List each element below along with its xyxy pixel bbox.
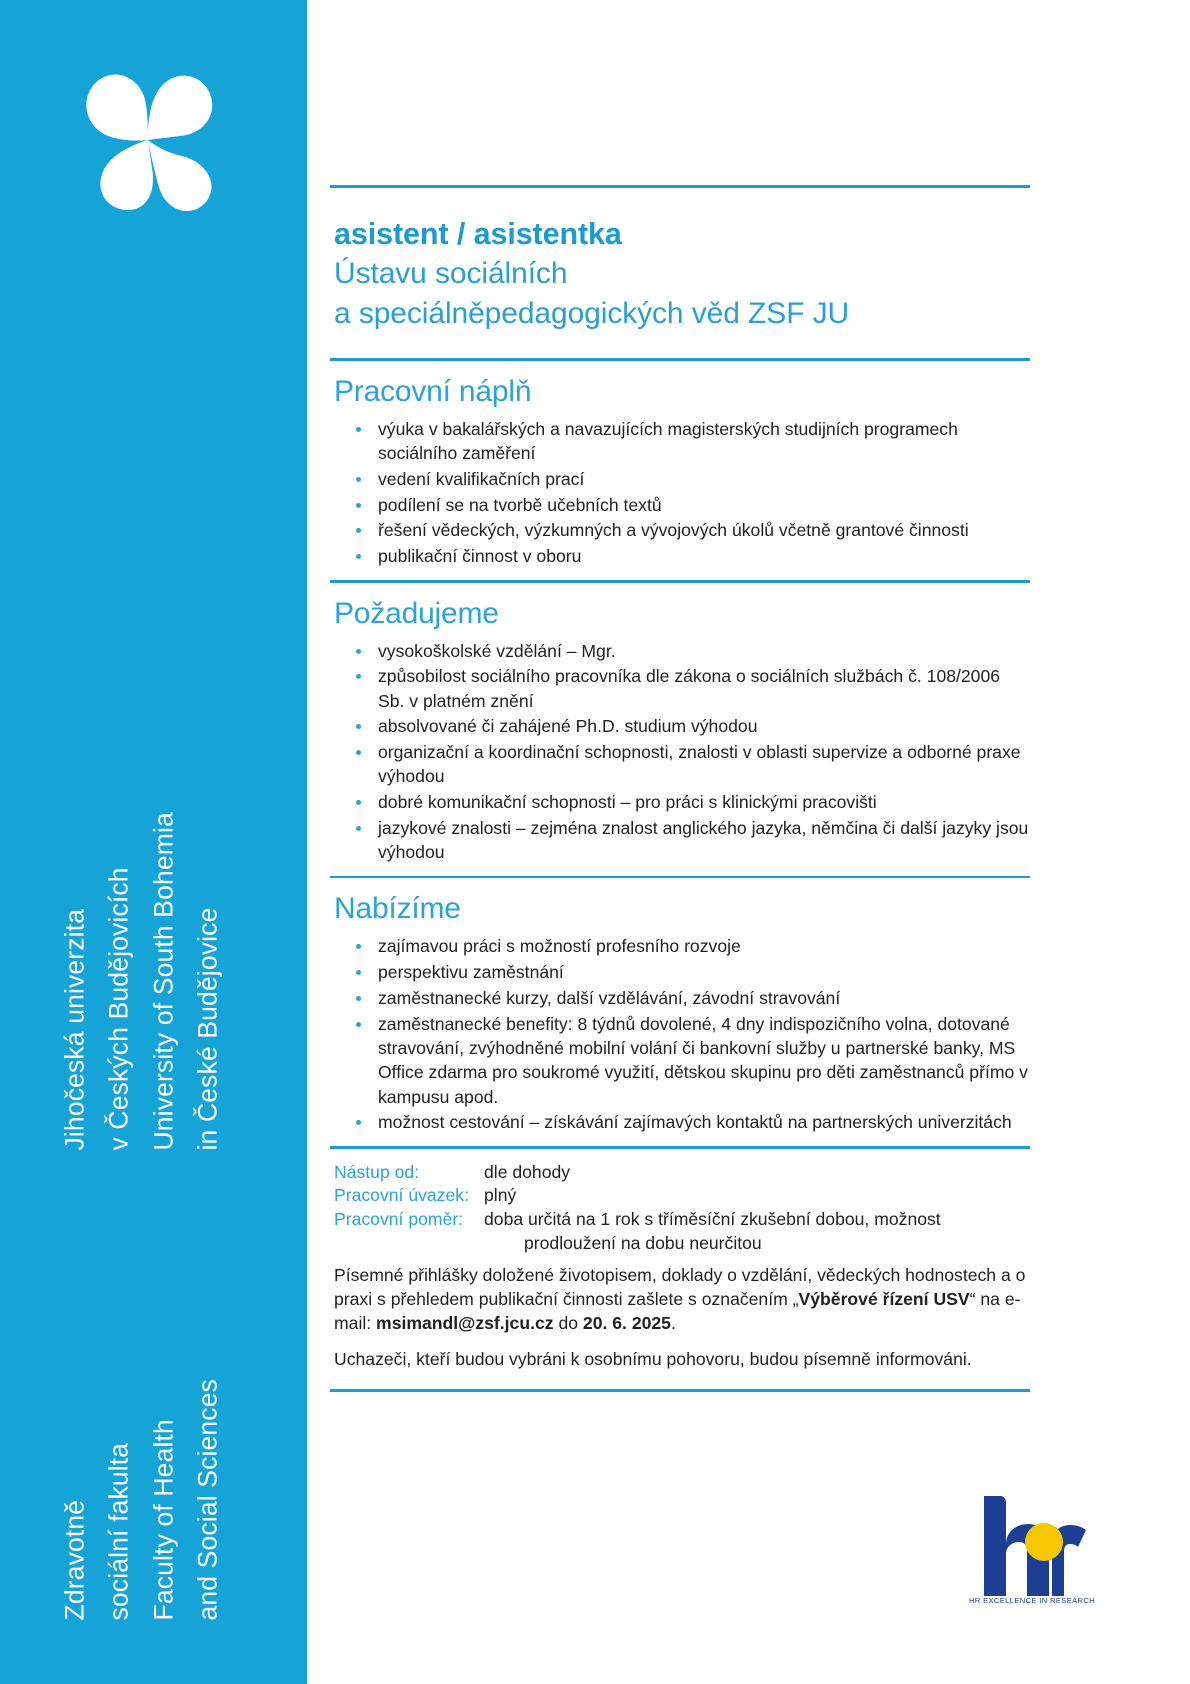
page-title: [330, 188, 1030, 358]
list-item: dobré komunikační schopnosti – pro práci s klinickými pracovišti: [330, 790, 1030, 814]
list-item: perspektivu zaměstnání: [330, 960, 1030, 984]
sidebar-vertical-text: [0, 0, 300, 1684]
application-deadline-intro: do: [553, 1312, 583, 1333]
application-intro-text: Písemné přihlášky doložené životopisem, doklady o vzdělání, vědeckých hodnostech a o praxi s přehledem publikační činnosti zašlete s označením: [334, 1264, 1026, 1309]
sidebar-faculty-line-2: sociální fakulta: [103, 1442, 134, 1620]
sidebar-faculty-line-1: Zdravotně: [59, 1499, 90, 1620]
detail-row-start-date: [334, 1161, 1030, 1185]
list-item: organizační a koordinační schopnosti, znalosti v oblasti supervize a odborné praxe výhodou: [330, 740, 1030, 789]
list-item: jazykové znalosti – zejména znalost anglického jazyka, němčina či další jazyky jsou výhodou: [330, 816, 1030, 865]
list-item: výuka v bakalářských a navazujících magisterských studijních programech sociálního zaměření: [330, 417, 1030, 466]
hr-excellence-caption: HR EXCELLENCE IN RESEARCH: [968, 1596, 1096, 1605]
application-deadline-period: .: [670, 1312, 676, 1333]
sidebar-univ-line-2: v Českých Budějovicích: [103, 866, 134, 1150]
sidebar-faculty-line-4: and Social Sciences: [192, 1378, 223, 1620]
detail-row-contract: [334, 1208, 1030, 1256]
section-heading-offer: Nabízíme: [334, 892, 461, 926]
list-item: zaměstnanecké benefity: 8 týdnů dovolené, 4 dny indispozičního volna, dotované stravování, zvýhodněné mobilní volání či bankovní služby u partnerské banky, MS Office zdarma pro soukromé využití, dětskou skupinu pro děti zaměstnanců přímo v kampusu apod.: [330, 1012, 1030, 1109]
section-heading-job-description: Pracovní náplň: [334, 374, 532, 408]
requirements-list: [330, 639, 1030, 876]
job-institute-line-1: Ústavu sociálních: [334, 257, 568, 291]
detail-value-contract-line1: doba určitá na 1 rok s tříměsíční zkušební dobou, možnost: [484, 1209, 941, 1230]
employment-details: [330, 1149, 1030, 1258]
detail-label-workload: Pracovní úvazek:: [334, 1185, 469, 1206]
list-item: způsobilost sociálního pracovníka dle zákona o sociálních službách č. 108/2006 Sb. v platném znění: [330, 664, 1030, 713]
divider-bottom-wrap: [330, 1372, 1030, 1392]
application-subject-quote-open: „: [792, 1288, 799, 1309]
job-institute-line-2: a speciálněpedagogických věd ZSF JU: [334, 297, 850, 331]
list-item: zajímavou práci s možností profesního rozvoje: [330, 934, 1030, 958]
list-item: podílení se na tvorbě učebních textů: [330, 493, 1030, 517]
list-item: vysokoškolské vzdělání – Mgr.: [330, 639, 1030, 663]
detail-value-workload: plný: [484, 1185, 517, 1206]
offer-list: [330, 934, 1030, 1146]
job-position-title: asistent / asistentka: [334, 217, 622, 252]
detail-value-contract-line2: prodloužení na dobu neurčitou: [524, 1232, 762, 1253]
detail-value-contract: [484, 1208, 1030, 1256]
application-email-intro: na e-mail:: [334, 1288, 1021, 1333]
list-item: vedení kvalifikačních prací: [330, 467, 1030, 491]
list-item: absolvované či zahájené Ph.D. studium výhodou: [330, 714, 1030, 738]
application-note: Uchazeči, kteří budou vybráni k osobnímu pohovoru, budou písemně informováni.: [334, 1349, 972, 1370]
detail-row-workload: [334, 1184, 1030, 1208]
sidebar-accent-stripe: [300, 0, 307, 1684]
application-subject: Výběrové řízení USV: [798, 1288, 970, 1309]
sidebar-univ-line-4: in České Budějovice: [192, 907, 223, 1150]
list-item: řešení vědeckých, výzkumných a vývojových úkolů včetně grantové činnosti: [330, 518, 1030, 542]
detail-label-start-date: Nástup od:: [334, 1161, 420, 1182]
sidebar-faculty-line-3: Faculty of Health: [148, 1418, 179, 1620]
application-instructions: [330, 1258, 1030, 1336]
detail-label-contract: Pracovní poměr:: [334, 1209, 464, 1230]
divider-bottom: [330, 1389, 1030, 1392]
hr-excellence-logo: [970, 1492, 1090, 1607]
job-description-list: [330, 417, 1030, 580]
detail-value-start-date: dle dohody: [484, 1161, 571, 1182]
main-content: [330, 185, 1030, 1392]
sidebar-univ-line-3: University of South Bohemia: [148, 811, 179, 1150]
list-item: publikační činnost v oboru: [330, 544, 1030, 568]
sidebar-univ-line-1: Jihočeská univerzita: [59, 908, 90, 1150]
section-heading-requirements: Požadujeme: [334, 596, 499, 630]
application-subject-quote-close: “: [969, 1288, 976, 1309]
application-deadline: 20. 6. 2025: [582, 1312, 671, 1333]
list-item: možnost cestování – získávání zajímavých kontaktů na partnerských univerzitách: [330, 1110, 1030, 1134]
application-email: msimandl@zsf.jcu.cz: [376, 1312, 554, 1333]
list-item: zaměstnanecké kurzy, další vzdělávání, závodní stravování: [330, 986, 1030, 1010]
